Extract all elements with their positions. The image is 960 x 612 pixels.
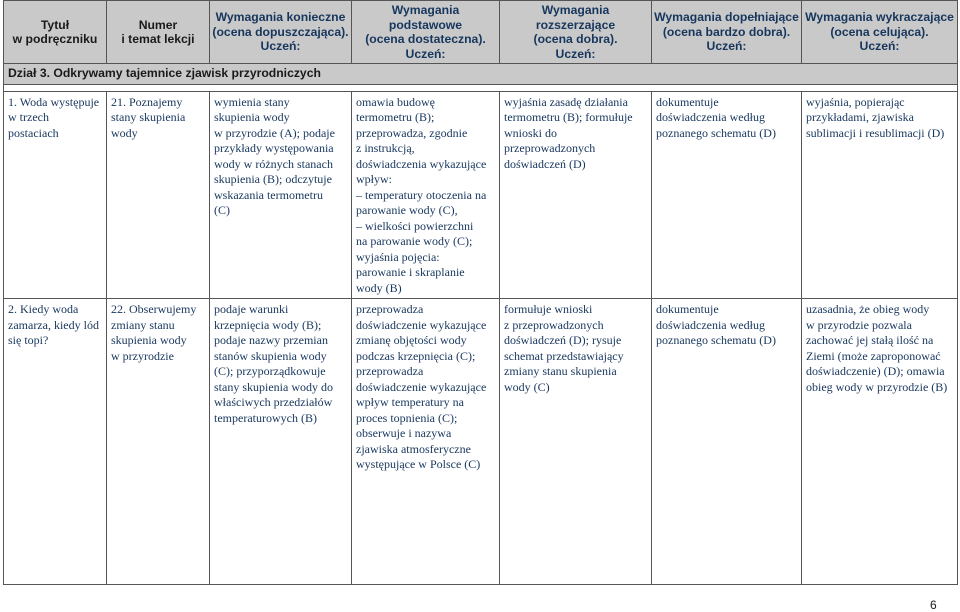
header-basic bbox=[352, 1, 500, 64]
header-line: Uczeń: bbox=[405, 46, 446, 61]
header-line: (ocena bardzo dobra). bbox=[662, 24, 791, 39]
cell-line: temperaturowych (B) bbox=[214, 410, 317, 425]
table-cell bbox=[210, 299, 352, 585]
header-line: Tytuł bbox=[40, 17, 70, 32]
cell-line: doświadczenia wykazujące bbox=[356, 156, 487, 171]
cell-line: obieg wody w przyrodzie (B) bbox=[806, 379, 948, 394]
table-cell bbox=[500, 299, 652, 585]
cell-line: na parowanie wody (C); bbox=[356, 234, 473, 248]
header-line: Uczeń: bbox=[555, 46, 596, 61]
table-cell bbox=[352, 91, 500, 299]
cell-line: proces topnienia (C); bbox=[356, 410, 458, 425]
header-line: Uczeń: bbox=[706, 39, 747, 54]
cell-line: zmiany stanu bbox=[111, 317, 175, 332]
cell-line: wody (C) bbox=[504, 379, 550, 394]
table-row bbox=[4, 299, 958, 585]
cell-line: się topi? bbox=[8, 333, 49, 347]
cell-line: schemat przedstawiający bbox=[504, 348, 624, 363]
table-cell bbox=[802, 91, 958, 299]
cell-line: doświadczeń (D) bbox=[504, 156, 586, 171]
cell-line: doświadczeń (D); rysuje bbox=[504, 333, 622, 347]
cell-line: zjawiska atmosferyczne bbox=[356, 441, 471, 456]
header-line: w podręczniku bbox=[12, 32, 98, 46]
header-line: (ocena dopuszczająca). bbox=[212, 24, 349, 39]
cell-line: dokumentuje bbox=[656, 302, 719, 316]
header-line: Uczeń: bbox=[260, 39, 301, 54]
header-line: i temat lekcji bbox=[121, 32, 195, 46]
table-cell bbox=[352, 299, 500, 585]
header-line: Wymagania podstawowe bbox=[388, 3, 463, 32]
cell-line: przykładami, zjawiska bbox=[806, 110, 914, 124]
cell-line: wyjaśnia, popierając bbox=[806, 94, 905, 109]
section-title: Dział 3. Odkrywamy tajemnice zjawisk przyrodniczych bbox=[4, 64, 958, 85]
cell-line: stany skupienia bbox=[111, 110, 186, 124]
cell-line: stany skupienia wody do bbox=[214, 379, 333, 394]
cell-line: stanów skupienia wody bbox=[214, 348, 327, 363]
table-cell bbox=[4, 91, 107, 299]
cell-line: termometru (B); formułuje bbox=[504, 110, 633, 124]
table-cell bbox=[802, 299, 958, 585]
header-complementary bbox=[652, 1, 802, 64]
cell-line: parowanie wody (C), bbox=[356, 203, 458, 217]
cell-line: wnioski do bbox=[504, 125, 558, 140]
header-row bbox=[4, 1, 958, 64]
cell-line: wyjaśnia pojęcia: bbox=[356, 249, 440, 264]
header-exceeding bbox=[802, 1, 958, 64]
cell-line: parowanie i skraplanie bbox=[356, 265, 465, 279]
header-line: (ocena celująca). bbox=[830, 24, 929, 39]
cell-line: (C); przyporządkowuje bbox=[214, 364, 326, 378]
cell-line: przykłady występowania bbox=[214, 141, 334, 155]
cell-line: zmianę objętości wody bbox=[356, 333, 467, 347]
table-cell bbox=[107, 299, 210, 585]
cell-line: doświadczenia według bbox=[656, 317, 765, 332]
cell-line: przeprowadza, zgodnie bbox=[356, 125, 468, 140]
table-cell bbox=[500, 91, 652, 299]
cell-line: właściwych przedziałów bbox=[214, 395, 333, 409]
cell-line: doświadczenie wykazujące bbox=[356, 317, 487, 332]
cell-line: z przeprowadzonych bbox=[504, 317, 604, 332]
cell-line: doświadczenia według bbox=[656, 110, 765, 124]
cell-line: Ziemi (może zaproponować bbox=[806, 348, 941, 363]
cell-line: skupienia wody bbox=[111, 333, 187, 347]
cell-line: 21. Poznajemy bbox=[111, 94, 183, 109]
cell-line: uzasadnia, że obieg wody bbox=[806, 302, 930, 316]
table-cell bbox=[107, 91, 210, 299]
cell-line: wody (B) bbox=[356, 280, 402, 295]
cell-line: – temperatury otoczenia na bbox=[356, 187, 487, 202]
cell-line: omawia budowę bbox=[356, 94, 435, 109]
cell-line: 22. Obserwujemy bbox=[111, 302, 197, 316]
cell-line: 1. Woda występuje bbox=[8, 94, 100, 109]
header-line: Wymagania konieczne bbox=[215, 10, 346, 25]
header-line: Numer bbox=[138, 17, 178, 32]
header-title bbox=[4, 1, 107, 64]
cell-line: dokumentuje bbox=[656, 94, 719, 109]
cell-line: zamarza, kiedy lód bbox=[8, 317, 99, 332]
page-number: 6 bbox=[930, 598, 937, 612]
cell-line: 2. Kiedy woda bbox=[8, 302, 79, 316]
table-cell bbox=[652, 91, 802, 299]
requirements-table bbox=[3, 0, 958, 585]
cell-line: – wielkości powierzchni bbox=[356, 218, 474, 233]
cell-line: podaje warunki bbox=[214, 302, 289, 316]
cell-line: wskazania termometru bbox=[214, 187, 323, 202]
cell-line: w trzech bbox=[8, 110, 49, 124]
cell-line: wyjaśnia zasadę działania bbox=[504, 94, 628, 109]
header-necessary bbox=[210, 1, 352, 64]
header-line: Wymagania wykraczające bbox=[805, 10, 954, 25]
header-line: (ocena dostateczna). bbox=[365, 32, 486, 46]
cell-line: formułuje wnioski bbox=[504, 302, 593, 316]
cell-line: przeprowadzonych bbox=[504, 141, 596, 155]
cell-line: doświadczenie) (D); omawia bbox=[806, 364, 945, 378]
cell-line: poznanego schematu (D) bbox=[656, 125, 776, 140]
cell-line: wody w różnych stanach bbox=[214, 156, 333, 171]
header-lesson bbox=[107, 1, 210, 64]
cell-line: występujące w Polsce (C) bbox=[356, 457, 481, 471]
cell-line: zachować jej stałą ilość na bbox=[806, 333, 934, 347]
table-row bbox=[4, 91, 958, 299]
table-cell bbox=[210, 91, 352, 299]
cell-line: doświadczenie wykazujące bbox=[356, 379, 487, 394]
cell-line: w przyrodzie bbox=[111, 348, 174, 363]
cell-line: w przyrodzie (A); podaje bbox=[214, 125, 335, 140]
cell-line: (C) bbox=[214, 203, 230, 217]
cell-line: przeprowadza bbox=[356, 302, 424, 316]
cell-line: w przyrodzie pozwala bbox=[806, 317, 912, 332]
cell-line: postaciach bbox=[8, 125, 59, 140]
section-row bbox=[4, 64, 958, 85]
cell-line: zmiany stanu skupienia bbox=[504, 364, 617, 378]
cell-line: skupienia (B); odczytuje bbox=[214, 172, 332, 186]
header-line: (ocena dobra). bbox=[533, 32, 618, 46]
cell-line: obserwuje i nazywa bbox=[356, 426, 452, 440]
table-cell bbox=[4, 299, 107, 585]
cell-line: wymienia stany bbox=[214, 94, 290, 109]
cell-line: przeprowadza bbox=[356, 364, 424, 378]
cell-line: termometru (B); bbox=[356, 110, 435, 124]
cell-line: poznanego schematu (D) bbox=[656, 333, 776, 347]
cell-line: wpływ: bbox=[356, 172, 392, 186]
cell-line: skupienia wody bbox=[214, 110, 290, 124]
cell-line: sublimacji i resublimacji (D) bbox=[806, 125, 945, 140]
spacer bbox=[4, 84, 958, 91]
cell-line: wody bbox=[111, 125, 138, 140]
cell-line: podczas krzepnięcia (C); bbox=[356, 348, 476, 363]
cell-line: z instrukcją, bbox=[356, 141, 415, 155]
header-extended bbox=[500, 1, 652, 64]
table-cell bbox=[652, 299, 802, 585]
header-line: Wymagania dopełniające bbox=[654, 10, 799, 25]
header-line: Uczeń: bbox=[859, 39, 900, 54]
cell-line: krzepnięcia wody (B); bbox=[214, 317, 322, 332]
spacer-row bbox=[4, 84, 958, 91]
cell-line: podaje nazwy przemian bbox=[214, 333, 328, 347]
header-line: Wymagania rozszerzające bbox=[535, 3, 616, 32]
cell-line: wpływ temperatury na bbox=[356, 395, 464, 409]
